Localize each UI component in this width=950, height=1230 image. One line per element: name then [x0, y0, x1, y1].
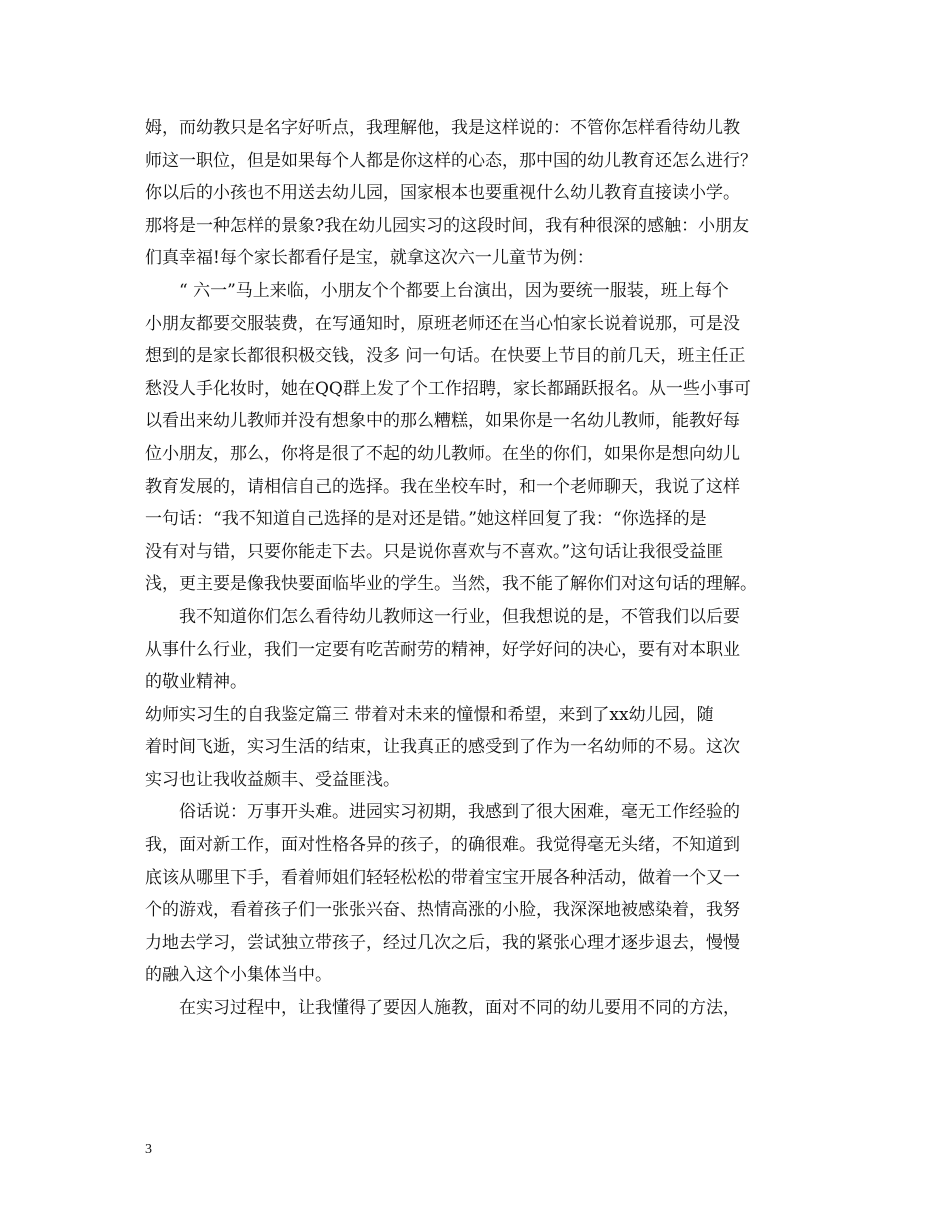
- text-line: 俗话说：万事开头难。进园实习初期，我感到了很大困难，毫无工作经验的: [179, 802, 740, 823]
- text-line: 从事什么行业，我们一定要有吃苦耐劳的精神，好学好问的决心，要有对本职业: [145, 639, 740, 660]
- text-line: 那将是一种怎样的景象?我在幼儿园实习的这段时间，我有种很深的感触：小朋友: [145, 215, 750, 236]
- body-text: [145, 112, 810, 1025]
- text-line: 小朋友都要交服装费，在写通知时，原班老师还在当心怕家长说着说那，可是没: [145, 313, 740, 334]
- text-line: 愁没人手化妆时，她在QQ群上发了个工作招聘，家长都踊跃报名。从一些小事可: [145, 378, 751, 399]
- text-line: 位小朋友，那么，你将是很了不起的幼儿教师。在坐的你们，如果你是想向幼儿: [145, 443, 740, 464]
- text-line: 以看出来幼儿教师并没有想象中的那么糟糕，如果你是一名幼儿教师，能教好每: [145, 411, 740, 432]
- page-number: 3: [145, 1142, 152, 1157]
- text-line: 师这一职位，但是如果每个人都是你这样的心态，那中国的幼儿教育还怎么进行？: [145, 150, 757, 171]
- text-line: 一句话：“我不知道自己选择的是对还是错。”她这样回复了我：“你选择的是: [145, 509, 707, 530]
- text-line: 教育发展的，请相信自己的选择。我在坐校车时，和一个老师聊天，我说了这样: [145, 476, 740, 497]
- text-line: 底该从哪里下手，看着师姐们轻轻松松的带着宝宝开展各种活动，做着一个又一: [145, 867, 740, 888]
- text-line: 在实习过程中，让我懂得了要因人施教，面对不同的幼儿要用不同的方法，: [179, 998, 740, 1019]
- text-line: “ 六一”马上来临，小朋友个个都要上台演出，因为要统一服装，班上每个: [179, 280, 729, 301]
- text-line: 浅，更主要是像我快要面临毕业的学生。当然，我不能了解你们对这句话的理解。: [145, 574, 757, 595]
- text-line: 力地去学习，尝试独立带孩子，经过几次之后，我的紧张心理才逐步退去，慢慢: [145, 932, 740, 953]
- text-line: 没有对与错，只要你能走下去。只是说你喜欢与不喜欢。”这句话让我很受益匪: [145, 541, 724, 562]
- text-line: 个的游戏，看着孩子们一张张兴奋、热情高涨的小脸，我深深地被感染着，我努: [145, 900, 740, 921]
- text-line: 们真幸福!每个家长都看仔是宝，就拿这次六一儿童节为例：: [145, 248, 594, 269]
- text-line: 的融入这个小集体当中。: [145, 965, 332, 986]
- text-line: 着时间飞逝，实习生活的结束，让我真正的感受到了作为一名幼师的不易。这次: [145, 737, 740, 758]
- text-line: 我，面对新工作，面对性格各异的孩子，的确很难。我觉得毫无头绪，不知道到: [145, 835, 740, 856]
- text-line: 实习也让我收益颇丰、受益匪浅。: [145, 769, 400, 790]
- text-line: 姆，而幼教只是名字好听点，我理解他，我是这样说的：不管你怎样看待幼儿教: [145, 118, 740, 138]
- text-line: 的敬业精神。: [145, 672, 247, 693]
- text-line: 幼师实习生的自我鉴定篇三 带着对未来的憧憬和希望，来到了xx幼儿园，随: [145, 704, 714, 725]
- text-line: 我不知道你们怎么看待幼儿教师这一行业，但我想说的是，不管我们以后要: [179, 606, 740, 627]
- text-line: 你以后的小孩也不用送去幼儿园，国家根本也要重视什么幼儿教育直接读小学。: [145, 183, 740, 204]
- text-line: 想到的是家长都很积极交钱，没多 问一句话。在快要上节目的前几天，班主任正: [145, 346, 746, 367]
